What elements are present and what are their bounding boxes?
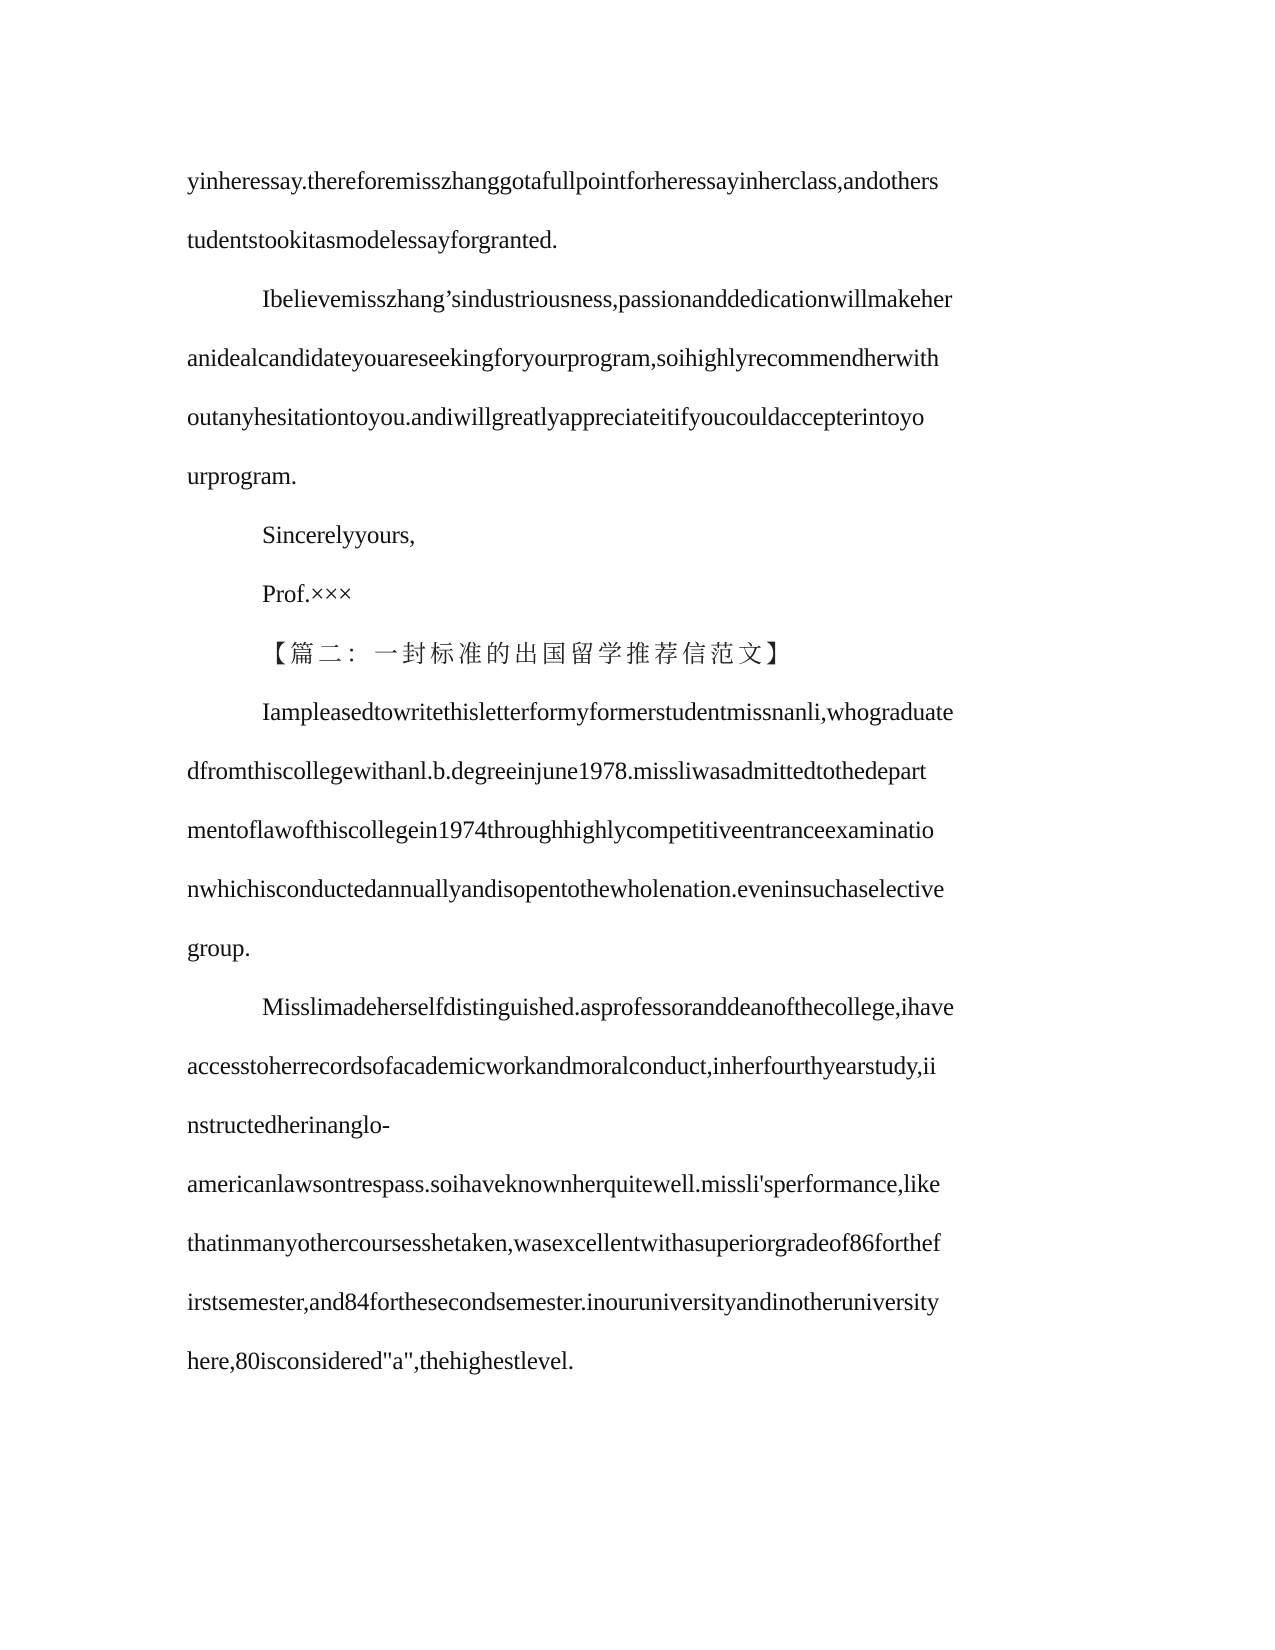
text-line-1: yinheressay.thereforemisszhanggotafullpointforheressayinherclass,andothers [187,168,939,195]
section-heading: 【篇二：一封标准的出国留学推荐信范文】 [262,640,794,668]
text-line-18: americanlawsontrespass.soihaveknownherquitewell.missli'sperformance,like [187,1171,941,1198]
text-line-19: thatinmanyothercoursesshetaken,wasexcellentwithasuperiorgradeof86forthef [187,1230,941,1257]
text-line-17: nstructedherinanglo- [187,1112,390,1139]
text-line-20: irstsemester,and84forthesecondsemester.inouruniversityandinotheruniversity [187,1289,940,1316]
text-line-21: here,80isconsidered"a",thehighestlevel. [187,1348,574,1375]
text-line-11: dfromthiscollegewithanl.b.degreeinjune1978.missliwasadmittedtothedepart [187,758,927,785]
text-line-16: accesstoherrecordsofacademicworkandmoralconduct,inherfourthyearstudy,ii [187,1053,937,1080]
text-line-2: tudentstookitasmodelessayforgranted. [187,227,558,254]
text-line-12: mentoflawofthiscollegein1974throughhighlycompetitiveentranceexaminatio [187,817,934,844]
text-line-5: outanyhesitationtoyou.andiwillgreatlyappreciateitifyoucouldaccepterintoyo [187,404,925,431]
text-line-3: Ibelievemisszhang’sindustriousness,passionanddedicationwillmakeher [262,286,953,313]
closing-salutation: Sincerelyyours, [262,522,416,549]
text-line-13: nwhichisconductedannuallyandisopentothewholenation.eveninsuchaselective [187,876,945,903]
text-line-4: anidealcandidateyouareseekingforyourprogram,soihighlyrecommendherwith [187,345,939,372]
text-line-6: urprogram. [187,463,297,490]
signature-line: Prof.××× [262,581,353,608]
text-line-14: group. [187,935,251,962]
text-line-15: Misslimadeherselfdistinguished.asprofessoranddeanofthecollege,ihave [262,994,954,1021]
text-line-10: Iampleasedtowritethisletterformyformerstudentmissnanli,whograduate [262,699,954,726]
